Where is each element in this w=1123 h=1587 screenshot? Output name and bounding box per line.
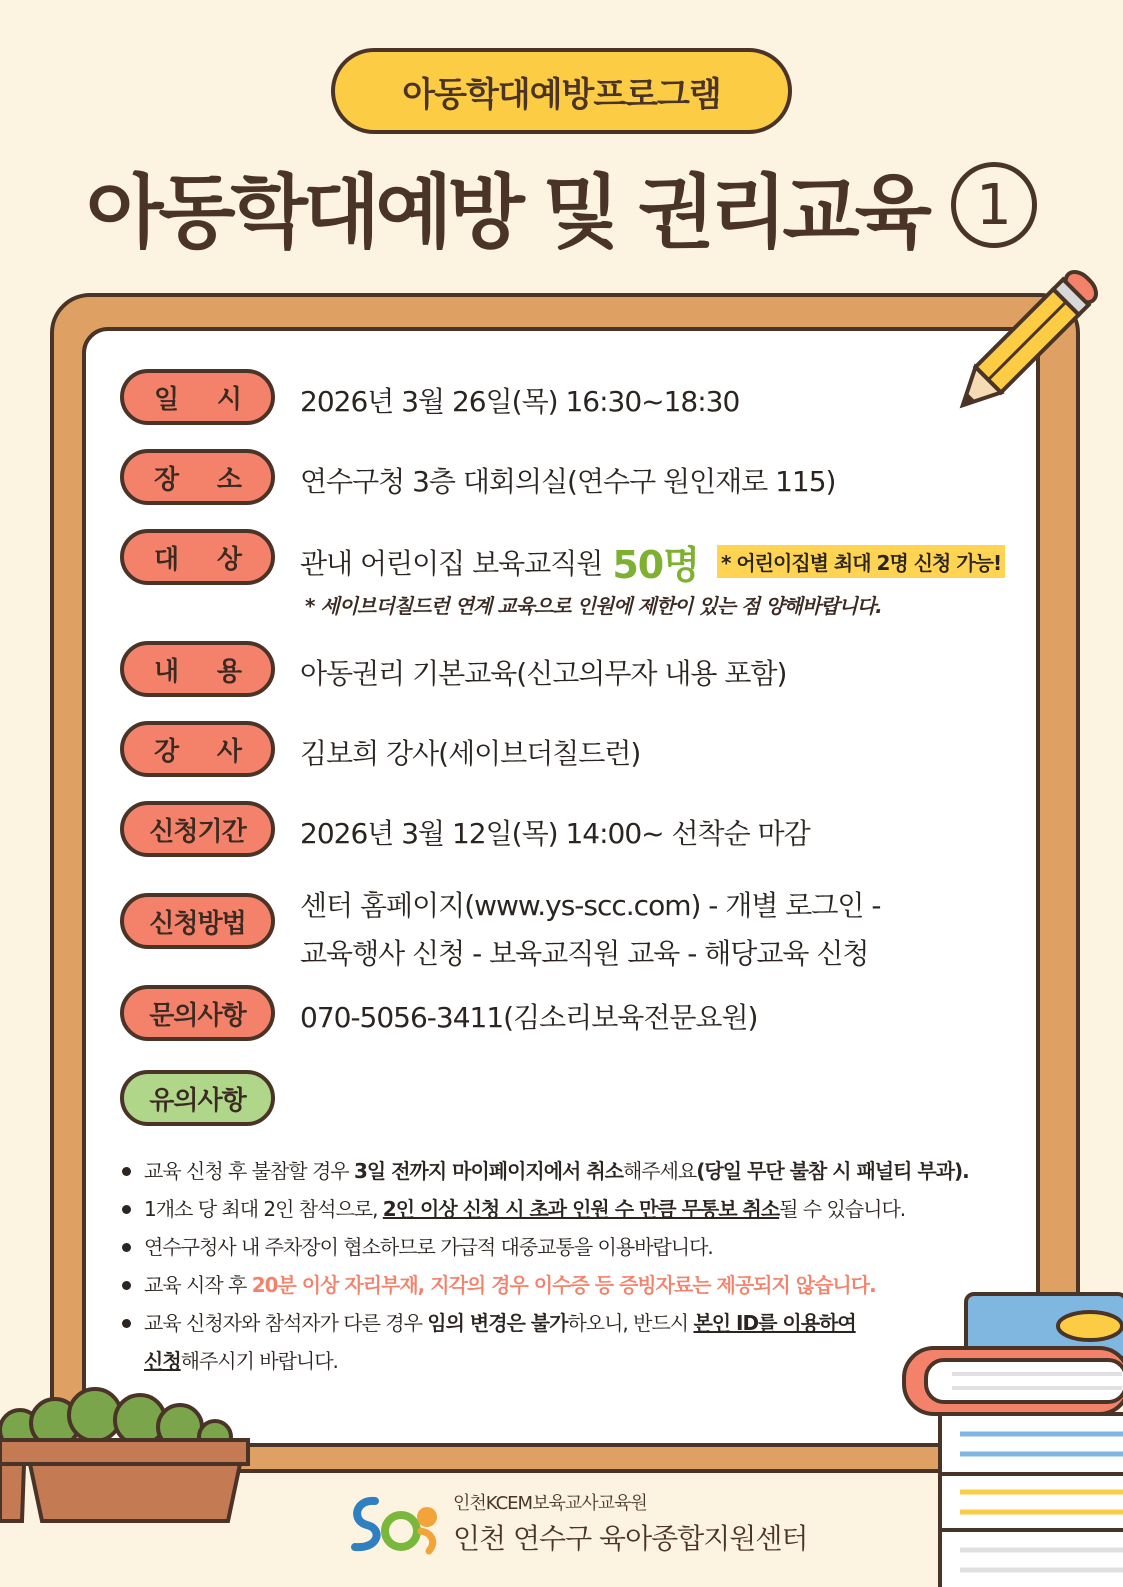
label-method: 신청방법 xyxy=(120,893,275,949)
notice-item xyxy=(120,1228,1030,1266)
note5-e: 신청 xyxy=(144,1349,181,1373)
note3-a: 연수구청사 내 주차장이 협소하므로 가급적 대중교통을 이용바랍니다. xyxy=(144,1235,713,1259)
note1-d: (당일 무단 불참 시 패널티 부과). xyxy=(696,1159,969,1183)
label-target-a: 대 xyxy=(154,544,179,575)
label-date-b: 시 xyxy=(216,384,241,415)
title-number: 1 xyxy=(951,162,1037,248)
org-text xyxy=(453,1489,807,1557)
plant-pot-icon xyxy=(0,1385,250,1525)
title-text: 아동학대예방 및 권리교육 xyxy=(86,165,927,259)
notice-item xyxy=(120,1152,1030,1190)
value-place: 연수구청 3층 대회의실(연수구 원인재로 115) xyxy=(300,465,836,498)
note5-c: 하오니, 반드시 xyxy=(567,1311,694,1335)
value-contact: 070-5056-3411(김소리보육전문요원) xyxy=(300,1001,758,1034)
value-target xyxy=(300,534,1005,589)
org-small-name: 인천KCEM보육교사교육원 xyxy=(453,1493,647,1514)
value-method-line1: 센터 홈페이지(www.ys-scc.com) - 개별 로그인 - xyxy=(300,889,881,922)
pencil-icon xyxy=(945,258,1105,428)
label-place-a: 장 xyxy=(154,464,179,495)
label-date xyxy=(120,369,275,425)
label-target-b: 상 xyxy=(216,544,241,575)
note1-a: 교육 신청 후 불참할 경우 xyxy=(144,1159,354,1183)
target-text: 관내 어린이집 보육교직원 xyxy=(300,546,603,580)
note1-b: 3일 전까지 마이페이지에서 취소 xyxy=(354,1159,623,1183)
book-stack-icon xyxy=(900,1288,1123,1587)
target-count: 50명 xyxy=(612,543,699,587)
notice-list xyxy=(120,1152,1030,1380)
value-content: 아동권리 기본교육(신고의무자 내용 포함) xyxy=(300,657,787,690)
target-note: * 어린이집별 최대 2명 신청 가능! xyxy=(717,545,1005,578)
value-period: 2026년 3월 12일(목) 14:00~ 선착순 마감 xyxy=(300,817,810,850)
label-contact: 문의사항 xyxy=(120,985,275,1041)
notice-item xyxy=(120,1304,1030,1342)
note2-a: 1개소 당 최대 2인 참석으로, xyxy=(144,1197,383,1221)
value-method-line2: 교육행사 신청 - 보육교직원 교육 - 해당교육 신청 xyxy=(300,937,869,970)
label-instructor xyxy=(120,721,275,777)
note4-a: 교육 시작 후 xyxy=(144,1273,252,1297)
note2-c: 될 수 있습니다. xyxy=(779,1197,906,1221)
notice-item xyxy=(120,1190,1030,1228)
category-text: 아동학대예방프로그램 xyxy=(402,74,721,115)
category-pill xyxy=(331,48,792,134)
notice-item-continued xyxy=(120,1342,1030,1380)
value-date: 2026년 3월 26일(목) 16:30~18:30 xyxy=(300,385,740,418)
note2-b: 2인 이상 신청 시 초과 인원 수 만큼 무통보 취소 xyxy=(382,1197,780,1221)
label-content-b: 용 xyxy=(216,656,241,687)
label-place xyxy=(120,449,275,505)
note5-f: 해주시기 바랍니다. xyxy=(180,1349,338,1373)
org-big-name: 인천 연수구 육아종합지원센터 xyxy=(453,1522,808,1555)
page-title xyxy=(0,155,1123,259)
note1-c: 해주세요 xyxy=(622,1159,697,1183)
notice-item xyxy=(120,1266,1030,1304)
label-notice: 유의사항 xyxy=(120,1070,275,1126)
label-instructor-b: 사 xyxy=(216,736,241,767)
note5-a: 교육 신청자와 참석자가 다른 경우 xyxy=(144,1311,428,1335)
note5-d: 본인 ID를 이용하여 xyxy=(693,1311,856,1335)
label-place-b: 소 xyxy=(216,464,241,495)
note4-b: 20분 이상 자리부재, 지각의 경우 이수증 등 증빙자료는 제공되지 않습니다. xyxy=(251,1273,876,1297)
label-instructor-a: 강 xyxy=(154,736,179,767)
label-content-a: 내 xyxy=(154,656,179,687)
target-sub-note: * 세이브더칠드런 연계 교육으로 인원에 제한이 있는 점 양해바랍니다. xyxy=(305,594,882,618)
label-content xyxy=(120,641,275,697)
label-target xyxy=(120,529,275,585)
label-period: 신청기간 xyxy=(120,801,275,857)
footer-org xyxy=(345,1488,807,1558)
org-logo-icon xyxy=(345,1491,445,1555)
note5-b: 임의 변경은 불가 xyxy=(427,1311,568,1335)
value-instructor: 김보희 강사(세이브더칠드런) xyxy=(300,737,641,770)
label-date-a: 일 xyxy=(154,384,179,415)
